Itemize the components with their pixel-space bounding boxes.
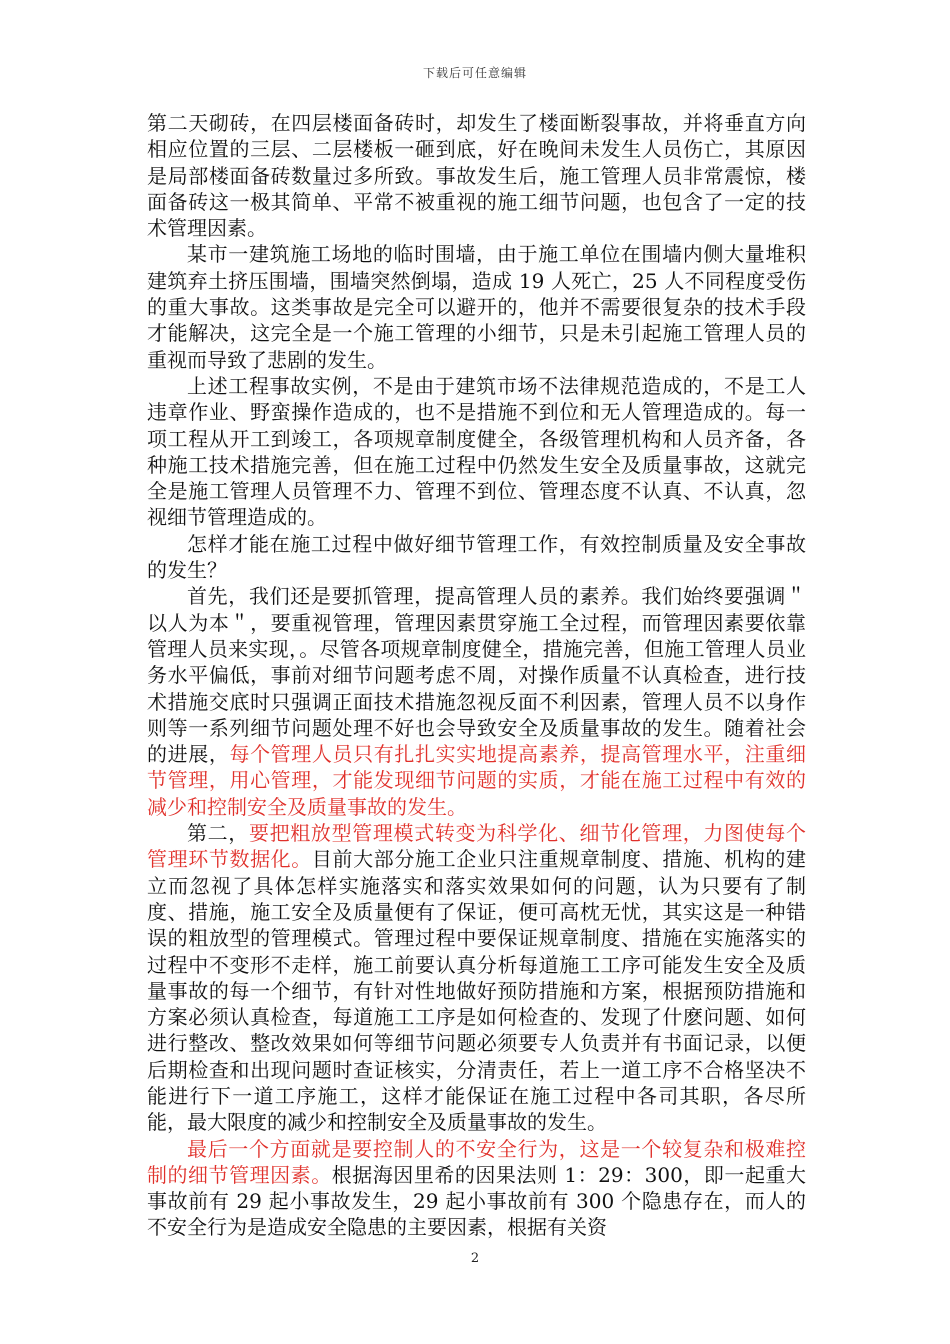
text-run: 怎样才能在施工过程中做好细节管理工作，有效控制质量及安全事故的发生？ [147, 531, 806, 583]
paragraph [147, 583, 806, 820]
text-run: 目前大部分施工企业只注重规章制度、措施、机构的建立而忽视了具体怎样实施落实和落实效果如何的问题，认为只要有了制度、措施，施工安全及质量便有了保证，便可高枕无忧，其实这是一种错误的粗放型的管理模式。管理过程中要保证规章制度、措施在实施落实的过程中不变形不走样，施工前要认真分析每道施工工序可能发生安全及质量事故的每一个细节，有针对性地做好预防措施和方案，根据预防措施和方案必须认真检查，每道施工工序是如何检查的、发现了什麽问题、如何进行整改、整改效果如何等细节问题必须要专人负责并有书面记录，以便后期检查和出现问题时查证核实，分清责任，若上一道工序不合格坚决不能进行下一道工序施工，这样才能保证在施工过程中各司其职，各尽所能，最大限度的减少和控制安全及质量事故的发生。 [147, 847, 807, 1135]
page-number: 2 [470, 1251, 480, 1266]
page-header: 下载后可任意编辑 [422, 66, 527, 80]
highlighted-text-run: 要把粗放型管理模式转变为科学化、细节化管理，力图使每个管理环节数据化。 [147, 821, 807, 872]
text-run: 首先，我们还是要抓管理，提高管理人员的素养。我们始终要强调＂以人为本＂，要重视管理，管理因素贯穿施工全过程，而管理因素要依靠管理人员来实现，。尽管各项规章制度健全，措施完善，但施工管理人员业务水平偏低，事前对细节问题考虑不周，对操作质量不认真检查，进行技术措施交底时只强调正面技术措施忽视反面不利因素，管理人员不以身作则等一系列细节问题处理不好也会导致安全及质量事故的发生。随着社会的进展， [147, 584, 806, 767]
paragraph [147, 373, 806, 531]
text-run: 上述工程事故实例，不是由于建筑市场不法律规范造成的，不是工人违章作业、野蛮操作造成的，也不是措施不到位和无人管理造成的。每一项工程从开工到竣工，各项规章制度健全，各级管理机构和人员齐备，各种施工技术措施完善，但在施工过程中仍然发生安全及质量事故，这就完全是施工管理人员管理不力、管理不到位、管理态度不认真、不认真，忽视细节管理造成的。 [147, 373, 806, 530]
text-run: 第二天砌砖，在四层楼面备砖时，却发生了楼面断裂事故，并将垂直方向相应位置的三层、二层楼板一砸到底，好在晚间未发生人员伤亡，其原因是局部楼面备砖数量过多所致。事故发生后，施工管理人员非常震惊，楼面备砖这一极其简单、平常不被重视的施工细节问题，也包含了一定的技术管理因素。 [147, 111, 806, 241]
text-run: 某市一建筑施工场地的临时围墙，由于施工单位在围墙内侧大量堆积建筑弃土挤压围墙，围墙突然倒塌，造成 19 人死亡，25 人不同程度受伤的重大事故。这类事故是完全可以避开的，他并不需要很复杂的技术手段才能解决，这完全是一个施工管理的小细节，只是未引起施工管理人员的重视而导致了悲剧的发生。 [147, 242, 806, 372]
paragraph [147, 241, 806, 372]
highlighted-text-run: 每个管理人员只有扎扎实实地提高素养，提高管理水平，注重细节管理，用心管理，才能发现细节问题的实质，才能在施工过程中有效的减少和控制安全及质量事故的发生。 [147, 742, 807, 819]
text-run: 第二， [187, 821, 249, 846]
highlighted-text-run: 最后一个方面就是要控制人的不安全行为，这是一个较复杂和极难控制的细节管理因素。 [147, 1136, 806, 1187]
paragraph [147, 110, 806, 241]
paragraph [147, 531, 806, 584]
paragraph [147, 1136, 806, 1241]
document-body [147, 110, 806, 1241]
text-run: 根据海因里希的因果法则 1：29：300，即一起重大事故前有 29 起小事故发生，29 起小事故前有 300 个隐患存在，而人的不安全行为是造成安全隐患的主要因素，根据有关资 [147, 1162, 806, 1240]
paragraph [147, 820, 806, 1136]
